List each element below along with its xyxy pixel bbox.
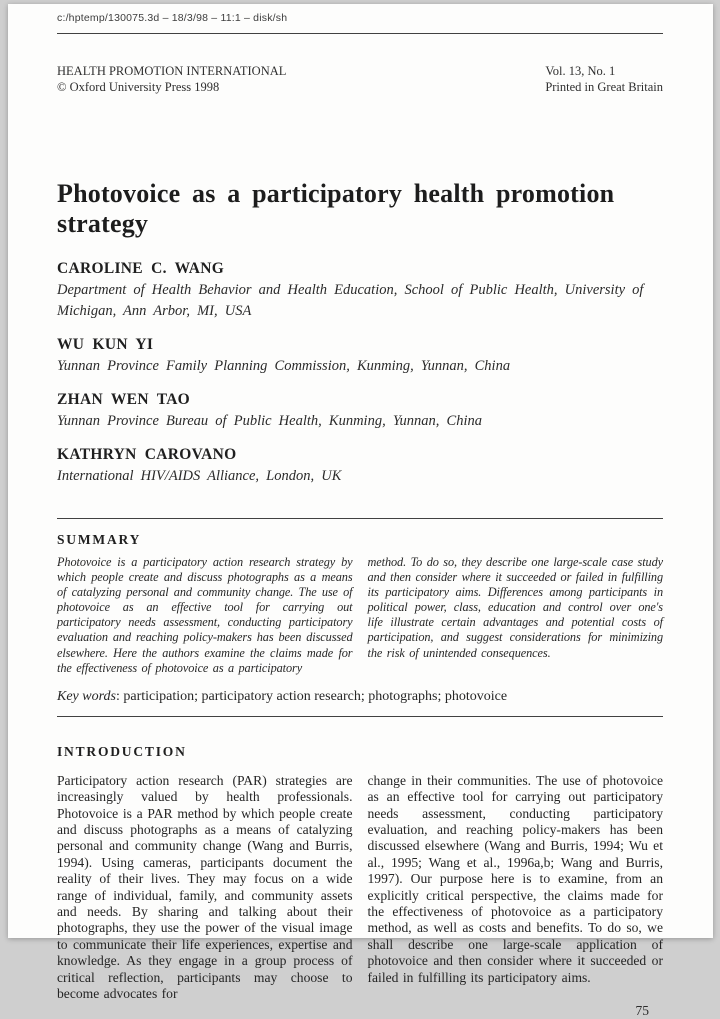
- journal-name: HEALTH PROMOTION INTERNATIONAL: [57, 64, 287, 78]
- journal-copyright: © Oxford University Press 1998: [57, 79, 220, 94]
- journal-issue-block: [545, 64, 663, 95]
- author-block: [57, 391, 663, 432]
- introduction-column-right: change in their communities. The use of photovoice as an effective tool for carrying out participatory needs assessment, conducting participatory evaluation, and reaching policy-makers has been discussed elsewhere (Wang and Burris, 1994; Wu et al., 1995; Wang et al., 1996a,b; Wang and Burris, 1997). Our purpose here is to examine, from an explicitly critical perspective, the claims made for the effectiveness of photovoice as a participatory method, as well as costs and benefits. To do so, we shall describe one large-scale application of photovoice and then consider where it succeeded or failed in fulfilling its participatory aims.: [367, 772, 663, 985]
- summary-heading: SUMMARY: [57, 532, 142, 547]
- author-name: ZHAN WEN TAO: [57, 391, 191, 408]
- page-content: [57, 4, 663, 1019]
- header-rule: [57, 33, 663, 34]
- author-name: WU KUN YI: [57, 336, 154, 353]
- journal-volume: Vol. 13, No. 1: [545, 64, 616, 78]
- page-number: 75: [635, 1003, 649, 1019]
- author-affiliation: Department of Health Behavior and Health Education, School of Public Health, University of Michigan, Ann Arbor, MI, USA: [57, 282, 644, 319]
- journal-printed-in: Printed in Great Britain: [545, 79, 663, 94]
- author-block: [57, 260, 663, 322]
- article-title: Photovoice as a participatory health promotion strategy: [57, 179, 615, 238]
- journal-header: [57, 64, 663, 95]
- author-name: CAROLINE C. WANG: [57, 260, 225, 277]
- paper-page: [8, 4, 713, 1019]
- introduction-column-left: Participatory action research (PAR) strategies are increasingly valued by health professionals. Photovoice is a PAR method by which people create and discuss photographs as a means of catalyzing personal and community change (Wang and Burris, 1994). Using cameras, participants document the reality of their lives. They may focus on a wide range of individual, family, and community assets and needs. By sharing and talking about their photographs, they use the power of the visual image to communicate their life experiences, expertise and knowledge. As they engage in a group process of critical reflection, participants may choose to become advocates for: [57, 772, 353, 1002]
- summary-column-left: Photovoice is a participatory action research strategy by which people create and discuss photographs as a means of catalyzing personal and community change. The use of photovoice as an effective tool for carrying out participatory needs assessment, conducting participatory evaluation and reaching policy-makers has been discussed elsewhere. Here the authors examine the claims made for the effectiveness of photovoice as a participatory: [57, 555, 353, 675]
- journal-name-block: [57, 64, 286, 95]
- introduction-heading: INTRODUCTION: [57, 743, 187, 759]
- keywords-line: [57, 689, 663, 705]
- author-affiliation: Yunnan Province Family Planning Commission, Kunming, Yunnan, China: [57, 358, 511, 374]
- keywords-bottom-rule: [57, 716, 663, 717]
- author-name: KATHRYN CAROVANO: [57, 446, 237, 463]
- typesetting-file-line: c:/hptemp/130075.3d – 18/3/98 – 11:1 – disk/sh: [57, 12, 288, 24]
- keywords-label: Key words: [57, 688, 116, 704]
- author-affiliation: International HIV/AIDS Alliance, London, UK: [57, 468, 342, 484]
- summary-columns: [57, 555, 663, 676]
- introduction-columns: [57, 773, 663, 1003]
- author-affiliation: Yunnan Province Bureau of Public Health, Kunming, Yunnan, China: [57, 413, 483, 429]
- summary-top-rule: [57, 518, 663, 519]
- summary-column-right: method. To do so, they describe one large-scale case study and then consider where it succeeded or failed in fulfilling its participatory aims. Differences among participants in political power, class, education and control over one's life illustrate certain advantages and potential costs of participation, and suggest considerations for minimizing the risk of unintended consequences.: [367, 555, 663, 660]
- author-block: [57, 446, 663, 487]
- keywords-text: : participation; participatory action research; photographs; photovoice: [115, 688, 508, 704]
- authors-list: [57, 260, 663, 487]
- author-block: [57, 336, 663, 377]
